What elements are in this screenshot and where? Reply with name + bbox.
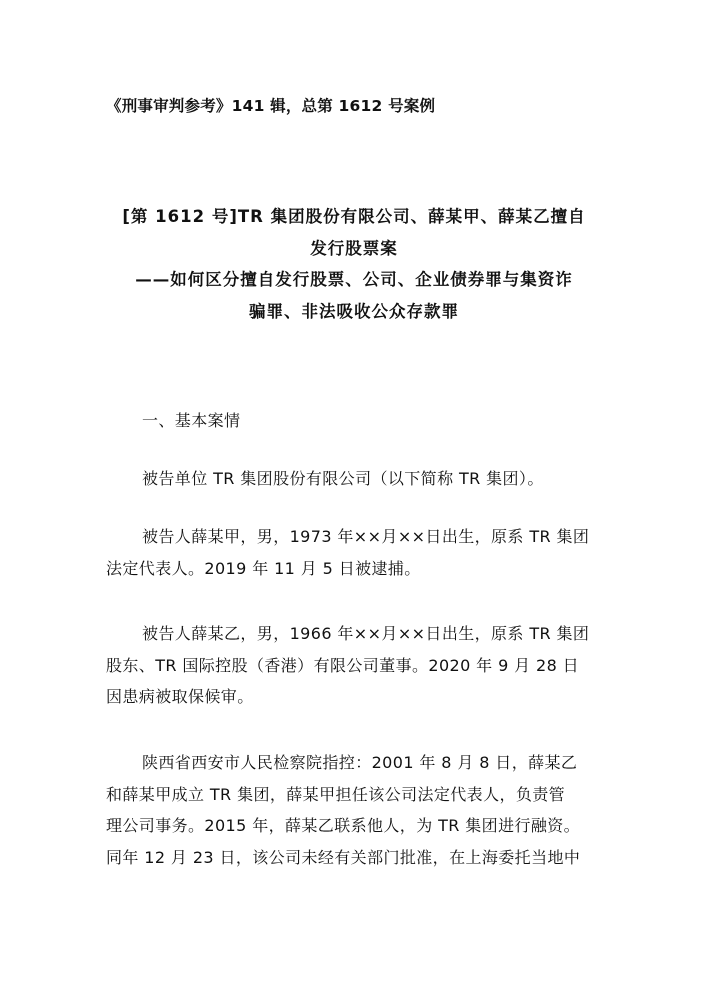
paragraph-line: 被告人薛某甲，男，1973 年××月××日出生，原系 TR 集团 [142, 527, 590, 546]
paragraph-line: 股东、TR 国际控股（香港）有限公司董事。2020 年 9 月 28 日 [106, 655, 580, 675]
paragraph-line: 陕西省西安市人民检察院指控：2001 年 8 月 8 日，薛某乙 [142, 753, 578, 772]
paragraph-defendant-b [106, 618, 602, 713]
paragraph-line: 因患病被取保候审。 [106, 687, 254, 706]
paragraph-line: 和薛某甲成立 TR 集团，薛某甲担任该公司法定代表人，负责管 [106, 784, 566, 804]
paragraph-line: 同年 12 月 23 日，该公司未经有关部门批准，在上海委托当地中 [106, 847, 581, 867]
subtitle-line-2: 骗罪、非法吸收公众存款罪 [249, 301, 459, 321]
case-title [106, 201, 602, 327]
title-line-1: [第 1612 号]TR 集团股份有限公司、薛某甲、薛某乙擅自 [122, 207, 586, 226]
paragraph-line: 被告单位 TR 集团股份有限公司（以下简称 TR 集团）。 [142, 469, 544, 488]
paragraph-line: 理公司事务。2015 年，薛某乙联系他人，为 TR 集团进行融资。 [106, 816, 581, 835]
paragraph-prosecution [106, 747, 602, 873]
title-line-2: 发行股票案 [310, 238, 398, 258]
subtitle-line-1: ——如何区分擅自发行股票、公司、企业债券罪与集资诈 [135, 270, 573, 289]
section-heading: 一、基本案情 [142, 411, 241, 430]
paragraph-line: 被告人薛某乙，男，1966 年××月××日出生，原系 TR 集团 [142, 624, 590, 643]
paragraph-defendant-unit [106, 463, 602, 495]
paragraph-line: 法定代表人。2019 年 11 月 5 日被逮捕。 [106, 558, 421, 578]
paragraph-defendant-a [106, 521, 602, 584]
source-citation: 《刑事审判参考》141 辑，总第 1612 号案例 [106, 97, 436, 115]
